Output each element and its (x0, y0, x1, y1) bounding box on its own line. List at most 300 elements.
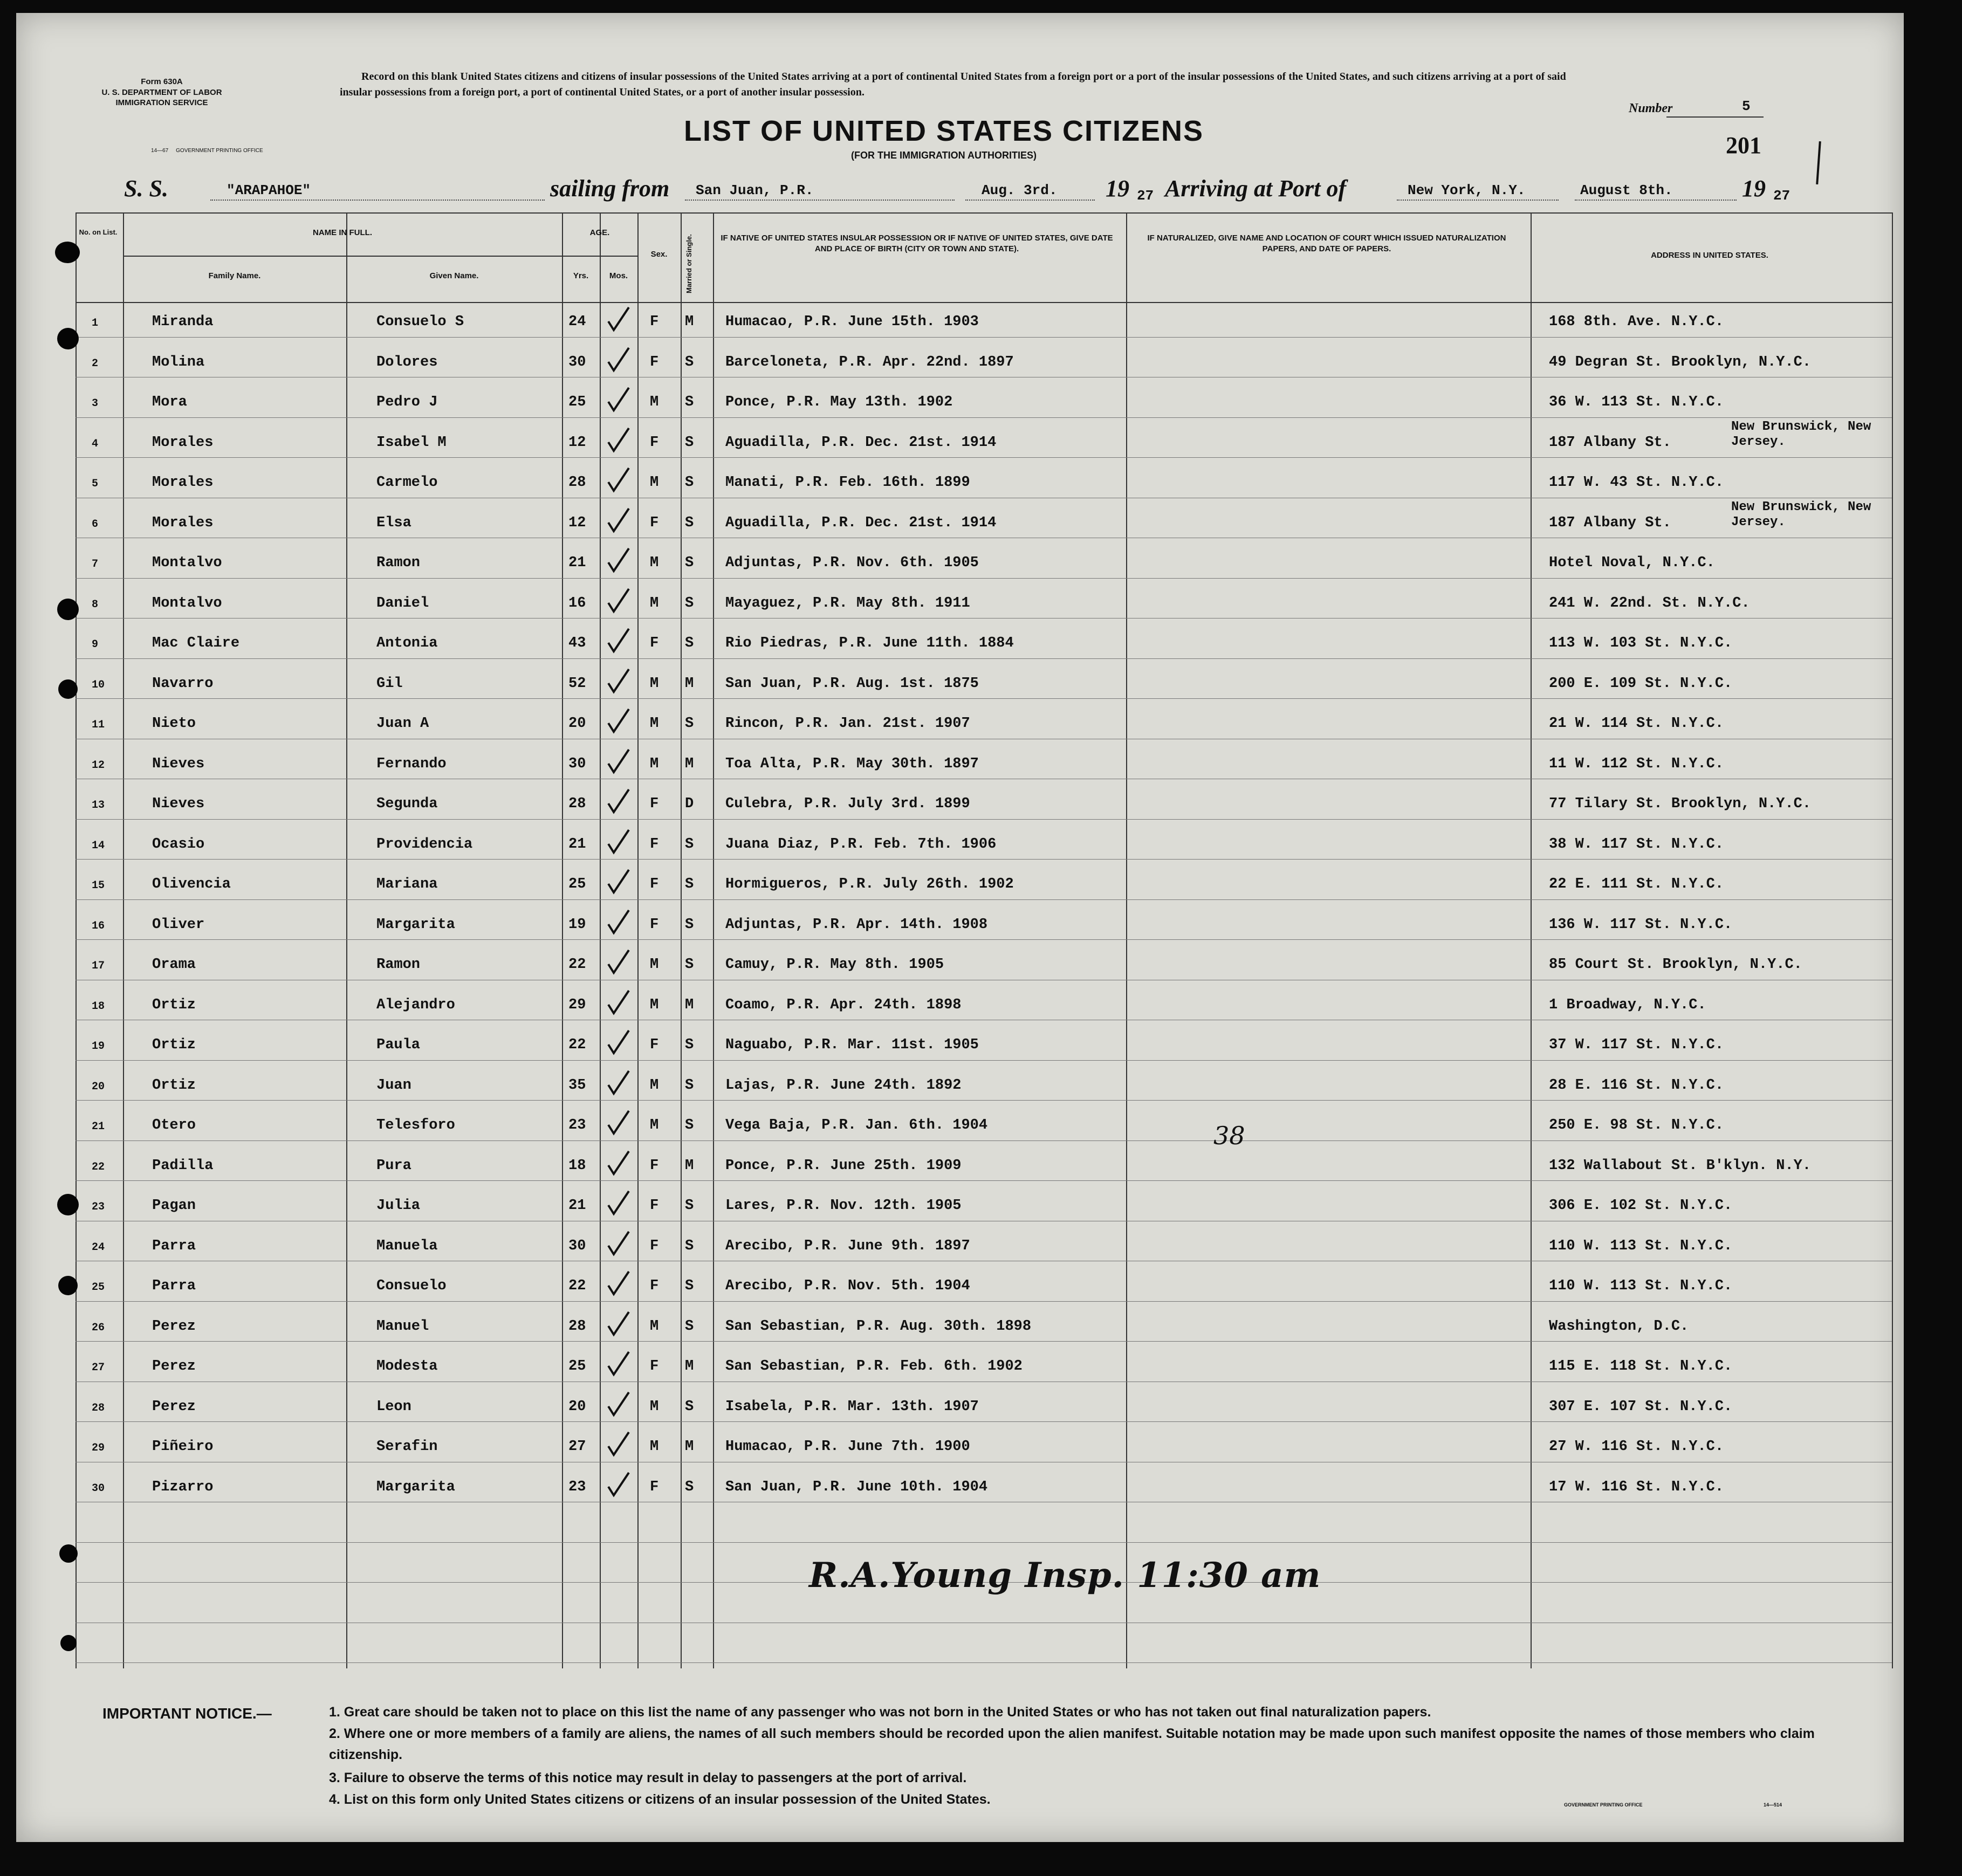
marital-status: S (685, 1278, 694, 1294)
age-years: 25 (568, 1358, 586, 1375)
check-mark-icon (606, 587, 631, 614)
header-name-in-full: NAME IN FULL. (313, 228, 372, 237)
sex: M (650, 957, 659, 973)
given-name: Manuel (376, 1318, 429, 1335)
birth-place-date: San Sebastian, P.R. Feb. 6th. 1902 (725, 1358, 1023, 1375)
marital-status: S (685, 1077, 694, 1094)
given-name: Paula (376, 1037, 421, 1053)
row-number: 6 (92, 518, 99, 531)
check-mark-icon (606, 1028, 631, 1055)
arrival-year-prefix: 19 (1742, 175, 1766, 202)
marital-status: S (685, 475, 694, 491)
age-years: 20 (568, 716, 586, 732)
given-name: Antonia (376, 635, 438, 651)
row-number: 22 (92, 1161, 105, 1173)
age-years: 21 (568, 1198, 586, 1214)
departure-port: San Juan, P.R. (696, 182, 814, 198)
header-family-name: Family Name. (208, 271, 261, 280)
given-name: Providencia (376, 836, 473, 853)
marital-status: M (685, 1158, 694, 1174)
address-line-2: New Brunswick, New Jersey. (1731, 420, 1871, 449)
address: Hotel Noval, N.Y.C. (1549, 555, 1715, 571)
given-name: Ramon (376, 555, 421, 571)
address: 17 W. 116 St. N.Y.C. (1549, 1479, 1724, 1495)
page-title: LIST OF UNITED STATES CITIZENS (684, 115, 1204, 147)
marital-status: S (685, 1318, 694, 1335)
given-name: Margarita (376, 1479, 455, 1495)
column-rule (562, 212, 563, 1668)
notice-item-1: 1. Great care should be taken not to place on this list the name of any passenger who was not born in the United States or who has not taken out final naturalization papers. (329, 1705, 1431, 1720)
sailing-label: sailing from (550, 175, 670, 202)
given-name: Pedro J (376, 394, 438, 410)
check-mark-icon (606, 1350, 631, 1377)
inspector-signature: R.A.Young Insp. 11:30 am (809, 1555, 1321, 1596)
family-name: Nieves (152, 796, 205, 812)
check-mark-icon (606, 1189, 631, 1216)
arrival-date: August 8th. (1580, 182, 1673, 198)
row-rule (76, 618, 1892, 619)
row-number: 28 (92, 1402, 105, 1414)
sex: M (650, 595, 659, 611)
marital-status: S (685, 876, 694, 892)
family-name: Montalvo (152, 595, 222, 611)
row-number: 16 (92, 920, 105, 932)
given-name: Ramon (376, 957, 421, 973)
family-name: Otero (152, 1117, 196, 1133)
row-rule (76, 1542, 1892, 1543)
row-rule (76, 859, 1892, 860)
sex: M (650, 676, 659, 692)
notice-item-2: 2. Where one or more members of a family are aliens, the names of all such members should be recorded upon the alien manifest. Suitable notation may be made upon such manifest opposite the names of those members who claim citizenship. (329, 1726, 1815, 1762)
age-years: 28 (568, 796, 586, 812)
marital-status: S (685, 1198, 694, 1214)
address-line-2: New Brunswick, New Jersey. (1731, 500, 1871, 530)
birth-place-date: Vega Baja, P.R. Jan. 6th. 1904 (725, 1117, 988, 1133)
given-name: Leon (376, 1399, 411, 1415)
birth-place-date: Arecibo, P.R. Nov. 5th. 1904 (725, 1278, 970, 1294)
family-name: Mac Claire (152, 635, 240, 651)
birth-place-date: Hormigueros, P.R. July 26th. 1902 (725, 876, 1014, 892)
check-mark-icon (606, 546, 631, 573)
address: 37 W. 117 St. N.Y.C. (1549, 1037, 1724, 1053)
check-mark-icon (606, 787, 631, 814)
family-name: Piñeiro (152, 1439, 214, 1455)
age-years: 25 (568, 394, 586, 410)
row-number: 5 (92, 478, 99, 490)
header-address: ADDRESS IN UNITED STATES. (1651, 251, 1768, 260)
marital-status: S (685, 836, 694, 853)
page-number: 201 (1726, 132, 1761, 159)
birth-place-date: Coamo, P.R. Apr. 24th. 1898 (725, 997, 962, 1013)
age-years: 25 (568, 876, 586, 892)
page-subtitle: (FOR THE IMMIGRATION AUTHORITIES) (851, 150, 1037, 161)
row-number: 13 (92, 799, 105, 812)
sex: M (650, 1077, 659, 1094)
given-name: Segunda (376, 796, 438, 812)
marital-status: M (685, 1358, 694, 1375)
marital-status: S (685, 595, 694, 611)
family-name: Morales (152, 475, 214, 491)
age-years: 43 (568, 635, 586, 651)
address: 200 E. 109 St. N.Y.C. (1549, 676, 1733, 692)
marital-status: M (685, 676, 694, 692)
row-number: 11 (92, 719, 105, 731)
marital-status: S (685, 515, 694, 531)
row-number: 14 (92, 840, 105, 852)
age-years: 29 (568, 997, 586, 1013)
arrival-year: 27 (1773, 188, 1791, 204)
row-number: 24 (92, 1241, 105, 1254)
marital-status: S (685, 957, 694, 973)
age-years: 12 (568, 515, 586, 531)
address: 77 Tilary St. Brooklyn, N.Y.C. (1549, 796, 1812, 812)
check-mark-icon (606, 1310, 631, 1337)
punch-hole (55, 242, 80, 263)
age-years: 22 (568, 1037, 586, 1053)
family-name: Perez (152, 1399, 196, 1415)
marital-status: S (685, 555, 694, 571)
age-years: 35 (568, 1077, 586, 1094)
form-service: IMMIGRATION SERVICE (115, 98, 208, 107)
number-underline (1666, 116, 1764, 118)
family-name: Parra (152, 1278, 196, 1294)
given-name: Isabel M (376, 435, 447, 451)
check-mark-icon (606, 1470, 631, 1497)
given-name: Mariana (376, 876, 438, 892)
check-mark-icon (606, 426, 631, 453)
address: 115 E. 118 St. N.Y.C. (1549, 1358, 1733, 1375)
given-name: Juan (376, 1077, 411, 1094)
form-number: Form 630A (141, 77, 183, 86)
address: 22 E. 111 St. N.Y.C. (1549, 876, 1724, 892)
margin-annotation: 38 (1213, 1121, 1245, 1150)
given-name: Telesforo (376, 1117, 455, 1133)
arriving-label: Arriving at Port of (1165, 175, 1347, 202)
row-number: 18 (92, 1000, 105, 1013)
age-years: 18 (568, 1158, 586, 1174)
address: 110 W. 113 St. N.Y.C. (1549, 1238, 1733, 1254)
marital-status: S (685, 1037, 694, 1053)
table-top-rule (76, 212, 1892, 214)
row-rule (76, 939, 1892, 940)
birth-place-date: Isabela, P.R. Mar. 13th. 1907 (725, 1399, 979, 1415)
column-rule (346, 212, 347, 1668)
marital-status: S (685, 1479, 694, 1495)
check-mark-icon (606, 1430, 631, 1457)
family-name: Nieves (152, 756, 205, 772)
arrival-port: New York, N.Y. (1408, 182, 1526, 198)
address: 250 E. 98 St. N.Y.C. (1549, 1117, 1724, 1133)
family-name: Mora (152, 394, 187, 410)
sex: F (650, 1158, 659, 1174)
address: 113 W. 103 St. N.Y.C. (1549, 635, 1733, 651)
given-name: Consuelo (376, 1278, 447, 1294)
notice-item-3: 3. Failure to observe the terms of this notice may result in delay to passengers at the port of arrival. (329, 1770, 967, 1785)
row-rule (76, 698, 1892, 699)
row-number: 2 (92, 358, 99, 370)
column-rule (1126, 212, 1127, 1668)
family-name: Nieto (152, 716, 196, 732)
header-no: No. on List. (79, 228, 118, 236)
marital-status: M (685, 1439, 694, 1455)
family-name: Perez (152, 1318, 196, 1335)
age-years: 28 (568, 475, 586, 491)
address: 241 W. 22nd. St. N.Y.C. (1549, 595, 1750, 611)
address: 168 8th. Ave. N.Y.C. (1549, 314, 1724, 330)
row-rule (76, 457, 1892, 458)
sex: F (650, 354, 659, 370)
check-mark-icon (606, 386, 631, 413)
sex: F (650, 1278, 659, 1294)
row-rule (76, 1180, 1892, 1181)
ship-name: "ARAPAHOE" (227, 182, 311, 198)
address: 136 W. 117 St. N.Y.C. (1549, 917, 1733, 933)
family-name: Miranda (152, 314, 214, 330)
age-years: 22 (568, 957, 586, 973)
row-rule (76, 1301, 1892, 1302)
marital-status: D (685, 796, 694, 812)
family-name: Parra (152, 1238, 196, 1254)
given-name: Juan A (376, 716, 429, 732)
birth-place-date: Lares, P.R. Nov. 12th. 1905 (725, 1198, 962, 1214)
header-months: Mos. (609, 271, 628, 280)
given-name: Manuela (376, 1238, 438, 1254)
check-mark-icon (606, 828, 631, 855)
punch-hole (59, 1544, 78, 1563)
age-years: 24 (568, 314, 586, 330)
sex: F (650, 1479, 659, 1495)
row-number: 12 (92, 759, 105, 772)
sex: F (650, 917, 659, 933)
given-name: Serafin (376, 1439, 438, 1455)
row-number: 26 (92, 1322, 105, 1334)
age-years: 21 (568, 555, 586, 571)
row-number: 15 (92, 879, 105, 892)
birth-place-date: Humacao, P.R. June 15th. 1903 (725, 314, 979, 330)
row-number: 10 (92, 679, 105, 691)
address: 28 E. 116 St. N.Y.C. (1549, 1077, 1724, 1094)
sex: F (650, 836, 659, 853)
given-name: Margarita (376, 917, 455, 933)
sex: M (650, 394, 659, 410)
check-mark-icon (606, 908, 631, 935)
form-department: U. S. DEPARTMENT OF LABOR (101, 87, 222, 97)
punch-hole (60, 1635, 77, 1651)
birth-place-date: Adjuntas, P.R. Apr. 14th. 1908 (725, 917, 988, 933)
footer-printer: GOVERNMENT PRINTING OFFICE (1564, 1802, 1643, 1808)
check-mark-icon (606, 1269, 631, 1296)
given-name: Fernando (376, 756, 447, 772)
birth-place-date: Barceloneta, P.R. Apr. 22nd. 1897 (725, 354, 1014, 370)
row-rule (76, 658, 1892, 659)
age-years: 30 (568, 756, 586, 772)
family-name: Montalvo (152, 555, 222, 571)
sex: F (650, 1358, 659, 1375)
column-rule (637, 212, 639, 1668)
sex: F (650, 435, 659, 451)
row-number: 1 (92, 317, 99, 329)
column-rule (123, 212, 124, 1668)
sex: F (650, 1037, 659, 1053)
address: 306 E. 102 St. N.Y.C. (1549, 1198, 1733, 1214)
row-rule (76, 819, 1892, 820)
sex: M (650, 555, 659, 571)
address: 187 Albany St. (1549, 515, 1671, 531)
column-rule (1892, 212, 1893, 1668)
ss-label: S. S. (124, 175, 168, 202)
form-code: 14—67 GOVERNMENT PRINTING OFFICE (151, 148, 263, 154)
address: 49 Degran St. Brooklyn, N.Y.C. (1549, 354, 1812, 370)
column-rule (600, 212, 601, 1668)
list-number: 5 (1742, 98, 1751, 114)
family-name: Pagan (152, 1198, 196, 1214)
row-rule (76, 578, 1892, 579)
header-age: AGE. (589, 228, 610, 237)
check-mark-icon (606, 1069, 631, 1096)
row-number: 23 (92, 1201, 105, 1213)
header-mid-rule (123, 256, 637, 257)
column-rule (76, 212, 77, 1668)
check-mark-icon (606, 948, 631, 975)
row-rule (76, 1140, 1892, 1141)
address: 38 W. 117 St. N.Y.C. (1549, 836, 1724, 853)
address: 36 W. 113 St. N.Y.C. (1549, 394, 1724, 410)
punch-hole (58, 679, 78, 699)
notice-item-4: 4. List on this form only United States citizens or citizens of an insular possession of the United States. (329, 1792, 991, 1807)
age-years: 30 (568, 1238, 586, 1254)
row-number: 9 (92, 638, 99, 651)
departure-year-prefix: 19 (1106, 175, 1129, 202)
intro-text: Record on this blank United States citizens and citizens of insular possessions of the United States arriving at a port of continental United States from a foreign port or a port of the insular possessions of the United States, and such citizens arriving at a port of said insular possessions from a foreign port, a port of continental United States, or a port of another insular possession. (340, 71, 1566, 98)
header-bottom-rule (76, 302, 1892, 303)
check-mark-icon (606, 707, 631, 734)
number-label: Number (1629, 101, 1673, 115)
row-rule (76, 899, 1892, 900)
address: 21 W. 114 St. N.Y.C. (1549, 716, 1724, 732)
family-name: Padilla (152, 1158, 214, 1174)
sex: M (650, 716, 659, 732)
sex: M (650, 1318, 659, 1335)
family-name: Pizarro (152, 1479, 214, 1495)
marital-status: M (685, 314, 694, 330)
check-mark-icon (606, 1229, 631, 1256)
family-name: Morales (152, 515, 214, 531)
birth-place-date: Manati, P.R. Feb. 16th. 1899 (725, 475, 970, 491)
age-years: 23 (568, 1479, 586, 1495)
sex: F (650, 1198, 659, 1214)
birth-place-date: Adjuntas, P.R. Nov. 6th. 1905 (725, 555, 979, 571)
manifest-sheet (16, 13, 1904, 1842)
header-birth: IF NATIVE OF UNITED STATES INSULAR POSSESSION OR IF NATIVE OF UNITED STATES, GIVE DATE AND PLACE OF BIRTH (CITY OR TOWN AND STATE). (721, 233, 1113, 254)
row-rule (76, 1662, 1892, 1663)
departure-year: 27 (1137, 188, 1154, 204)
sex: F (650, 635, 659, 651)
family-name: Molina (152, 354, 205, 370)
birth-place-date: Mayaguez, P.R. May 8th. 1911 (725, 595, 970, 611)
birth-place-date: Humacao, P.R. June 7th. 1900 (725, 1439, 970, 1455)
address: 307 E. 107 St. N.Y.C. (1549, 1399, 1733, 1415)
row-rule (76, 1100, 1892, 1101)
birth-place-date: San Juan, P.R. Aug. 1st. 1875 (725, 676, 979, 692)
address: 117 W. 43 St. N.Y.C. (1549, 475, 1724, 491)
header-years: Yrs. (573, 271, 589, 280)
family-name: Ortiz (152, 1077, 196, 1094)
form-identification (92, 77, 232, 108)
birth-place-date: Toa Alta, P.R. May 30th. 1897 (725, 756, 979, 772)
address: 110 W. 113 St. N.Y.C. (1549, 1278, 1733, 1294)
birth-place-date: Ponce, P.R. June 25th. 1909 (725, 1158, 962, 1174)
punch-hole (57, 599, 79, 620)
sex: M (650, 997, 659, 1013)
birth-place-date: Naguabo, P.R. Mar. 11st. 1905 (725, 1037, 979, 1053)
address: 85 Court St. Brooklyn, N.Y.C. (1549, 957, 1802, 973)
sex: F (650, 314, 659, 330)
check-mark-icon (606, 305, 631, 332)
sex: F (650, 796, 659, 812)
check-mark-icon (606, 466, 631, 493)
row-number: 8 (92, 599, 99, 611)
family-name: Olivencia (152, 876, 231, 892)
marital-status: S (685, 354, 694, 370)
given-name: Alejandro (376, 997, 455, 1013)
family-name: Ortiz (152, 997, 196, 1013)
marital-status: S (685, 635, 694, 651)
sex: M (650, 1399, 659, 1415)
sex: F (650, 876, 659, 892)
sex: M (650, 1439, 659, 1455)
family-name: Ocasio (152, 836, 205, 853)
family-name: Ortiz (152, 1037, 196, 1053)
row-number: 17 (92, 960, 105, 972)
birth-place-date: Aguadilla, P.R. Dec. 21st. 1914 (725, 515, 997, 531)
age-years: 28 (568, 1318, 586, 1335)
birth-place-date: Arecibo, P.R. June 9th. 1897 (725, 1238, 970, 1254)
family-name: Perez (152, 1358, 196, 1375)
birth-place-date: Culebra, P.R. July 3rd. 1899 (725, 796, 970, 812)
departure-date: Aug. 3rd. (982, 182, 1058, 198)
given-name: Carmelo (376, 475, 438, 491)
check-mark-icon (606, 346, 631, 373)
header-sex: Sex. (650, 250, 668, 259)
header-naturalized: IF NATURALIZED, GIVE NAME AND LOCATION OF COURT WHICH ISSUED NATURALIZATION PAPERS, AND DATE OF PAPERS. (1147, 233, 1506, 254)
check-mark-icon (606, 747, 631, 774)
age-years: 22 (568, 1278, 586, 1294)
address: Washington, D.C. (1549, 1318, 1689, 1335)
address: 187 Albany St. (1549, 435, 1671, 451)
row-number: 4 (92, 438, 99, 450)
age-years: 27 (568, 1439, 586, 1455)
row-rule (76, 337, 1892, 338)
marital-status: S (685, 917, 694, 933)
marital-status: S (685, 1399, 694, 1415)
given-name: Elsa (376, 515, 411, 531)
punch-hole (58, 1276, 78, 1295)
marital-status: M (685, 997, 694, 1013)
age-years: 20 (568, 1399, 586, 1415)
birth-place-date: Rincon, P.R. Jan. 21st. 1907 (725, 716, 970, 732)
birth-place-date: Juana Diaz, P.R. Feb. 7th. 1906 (725, 836, 997, 853)
header-given-name: Given Name. (429, 271, 479, 280)
row-rule (76, 1421, 1892, 1422)
check-mark-icon (606, 627, 631, 654)
given-name: Pura (376, 1158, 411, 1174)
family-name: Morales (152, 435, 214, 451)
row-number: 30 (92, 1482, 105, 1495)
header-married-single: Married or Single. (685, 234, 693, 293)
marital-status: S (685, 435, 694, 451)
check-mark-icon (606, 1149, 631, 1176)
row-number: 29 (92, 1442, 105, 1454)
